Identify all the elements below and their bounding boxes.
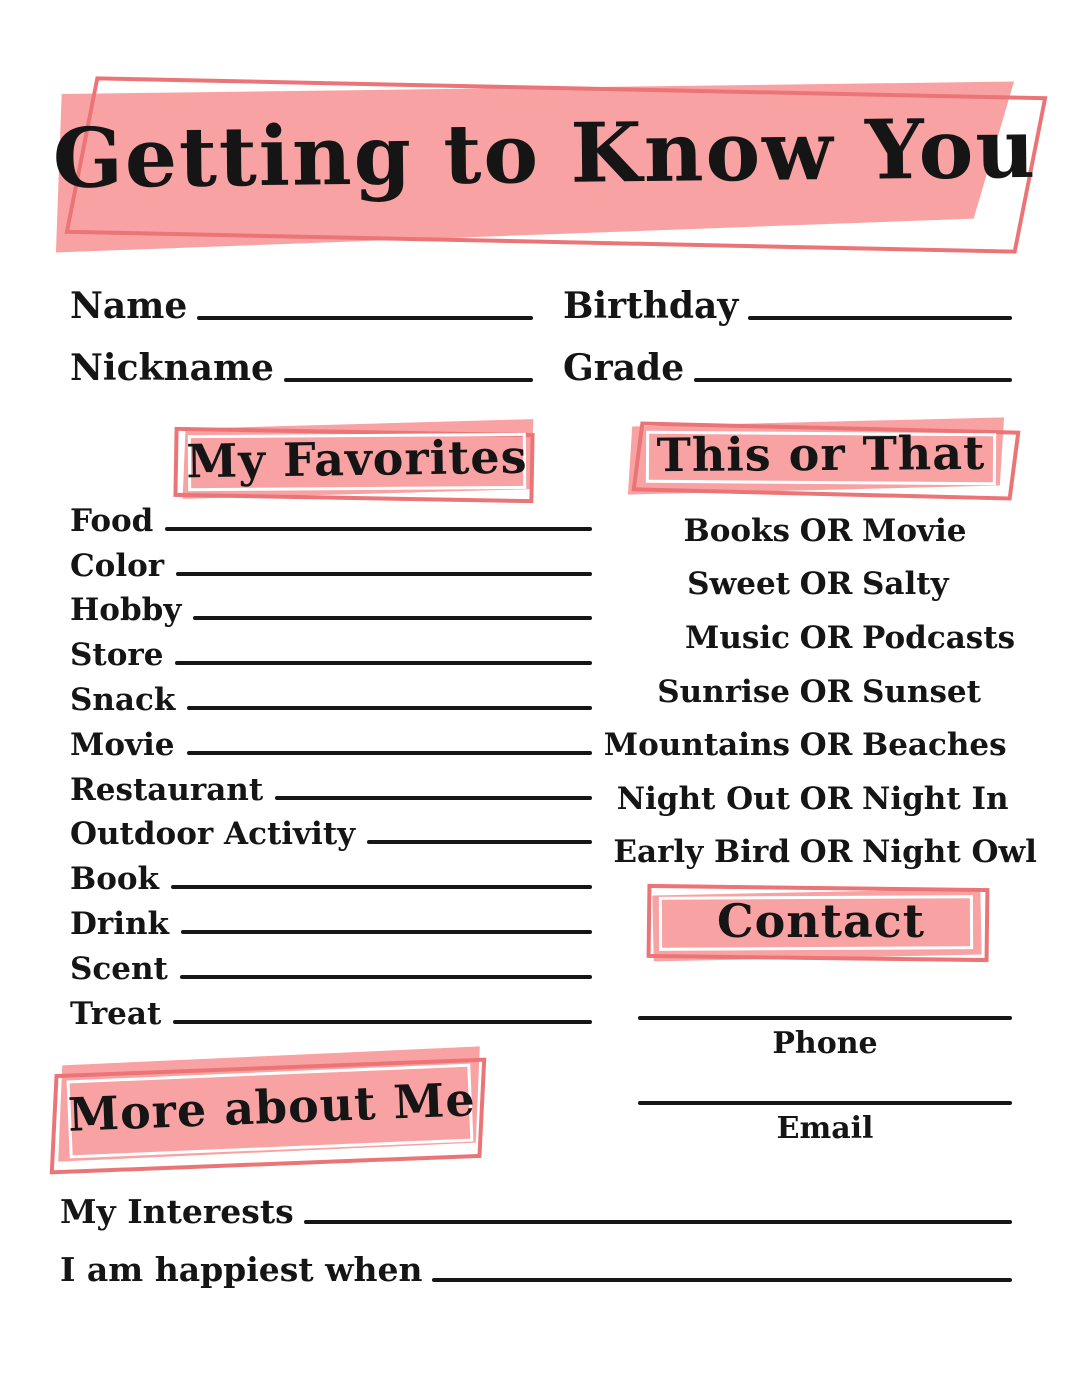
choice-left[interactable]: Mountains	[603, 727, 790, 764]
this-or-that-row	[600, 611, 1030, 665]
choice-right[interactable]: Night Owl	[862, 834, 1037, 871]
this-or-that-row	[600, 772, 1030, 826]
favorite-input-line[interactable]	[180, 975, 592, 979]
choice-right[interactable]: Beaches	[862, 727, 1007, 764]
more-about-me-banner	[46, 1050, 498, 1174]
this-or-that-row	[600, 558, 1030, 612]
choice-left[interactable]: Sunrise	[657, 673, 790, 710]
favorite-field-row	[70, 895, 592, 940]
this-or-that-row	[600, 826, 1037, 880]
favorite-label: Food	[70, 502, 154, 539]
favorite-field-row	[70, 940, 592, 985]
or-separator: OR	[799, 566, 853, 603]
favorite-label: Outdoor Activity	[70, 816, 356, 853]
phone-label: Phone	[772, 1026, 878, 1061]
favorites-heading: My Favorites	[186, 429, 528, 489]
phone-field	[638, 1016, 1012, 1061]
favorite-field-row	[70, 537, 592, 582]
interests-label: My Interests	[60, 1192, 294, 1231]
favorites-list	[70, 492, 592, 1030]
favorite-label: Restaurant	[70, 771, 264, 808]
favorite-input-line[interactable]	[275, 796, 592, 800]
favorite-input-line[interactable]	[176, 572, 592, 576]
favorite-field-row	[70, 985, 592, 1030]
name-input-line[interactable]	[197, 316, 533, 320]
or-separator: OR	[799, 727, 853, 764]
birthday-input-line[interactable]	[748, 316, 1012, 320]
favorite-input-line[interactable]	[173, 1020, 592, 1024]
favorite-label: Store	[70, 637, 164, 674]
favorite-field-row	[70, 582, 592, 627]
this-or-that-list	[600, 504, 1037, 879]
birthday-label: Birthday	[563, 285, 739, 327]
choice-left[interactable]: Sweet	[687, 566, 790, 603]
grade-field-row	[563, 344, 1012, 389]
this-or-that-row	[600, 718, 1030, 772]
choice-left[interactable]: Night Out	[616, 780, 790, 817]
more-about-me-heading: More about Me	[67, 1072, 477, 1142]
page-title: Getting to Know You	[52, 100, 1038, 207]
favorite-input-line[interactable]	[175, 661, 592, 665]
favorites-banner	[172, 420, 542, 506]
favorite-field-row	[70, 671, 592, 716]
favorite-input-line[interactable]	[165, 527, 592, 531]
favorite-input-line[interactable]	[187, 751, 592, 755]
this-or-that-row	[600, 665, 1030, 719]
email-label: Email	[776, 1111, 874, 1146]
contact-banner	[645, 882, 997, 970]
favorite-field-row	[70, 806, 592, 851]
choice-left[interactable]: Early Bird	[613, 834, 790, 871]
favorite-label: Drink	[70, 905, 170, 942]
favorite-field-row	[70, 850, 592, 898]
happiest-field-row	[60, 1244, 1012, 1289]
interests-input-line[interactable]	[304, 1220, 1012, 1224]
choice-right[interactable]: Movie	[862, 512, 967, 549]
choice-right[interactable]: Night In	[862, 780, 1009, 817]
favorite-label: Color	[70, 547, 165, 584]
favorite-label: Snack	[70, 681, 176, 718]
choice-right[interactable]: Salty	[862, 566, 949, 603]
or-separator: OR	[799, 834, 853, 871]
title-banner	[50, 72, 1040, 257]
this-or-that-row	[600, 504, 1030, 558]
choice-left[interactable]: Music	[685, 619, 790, 656]
or-separator: OR	[799, 619, 853, 656]
favorite-input-line[interactable]	[193, 616, 592, 620]
email-input-line[interactable]	[638, 1101, 1012, 1105]
birthday-field-row	[563, 282, 1012, 327]
favorite-label: Book	[70, 861, 160, 898]
this-or-that-heading: This or That	[656, 425, 986, 483]
or-separator: OR	[799, 780, 853, 817]
email-field	[638, 1101, 1012, 1146]
favorite-input-line[interactable]	[181, 930, 592, 934]
favorite-label: Movie	[70, 726, 175, 763]
choice-left[interactable]: Books	[683, 512, 790, 549]
or-separator: OR	[799, 512, 853, 549]
favorite-label: Hobby	[70, 592, 182, 629]
choice-right[interactable]: Podcasts	[862, 619, 1016, 656]
grade-input-line[interactable]	[694, 378, 1012, 382]
happiest-label: I am happiest when	[60, 1250, 423, 1289]
nickname-input-line[interactable]	[284, 378, 533, 382]
favorite-input-line[interactable]	[171, 885, 592, 889]
contact-heading: Contact	[716, 894, 926, 948]
favorite-label: Treat	[70, 995, 162, 1032]
name-label: Name	[70, 285, 188, 327]
name-field-row	[70, 282, 533, 327]
choice-right[interactable]: Sunset	[862, 673, 981, 710]
favorite-field-row	[70, 761, 592, 806]
nickname-label: Nickname	[70, 347, 274, 389]
interests-field-row	[60, 1186, 1012, 1231]
or-separator: OR	[799, 673, 853, 710]
favorite-field-row	[70, 626, 592, 674]
favorite-input-line[interactable]	[367, 840, 592, 844]
favorite-input-line[interactable]	[187, 706, 592, 710]
favorite-field-row	[70, 716, 592, 761]
happiest-input-line[interactable]	[432, 1278, 1012, 1282]
nickname-field-row	[70, 344, 533, 389]
phone-input-line[interactable]	[638, 1016, 1012, 1020]
grade-label: Grade	[563, 347, 685, 389]
favorite-label: Scent	[70, 950, 168, 987]
this-or-that-banner	[622, 416, 1020, 500]
